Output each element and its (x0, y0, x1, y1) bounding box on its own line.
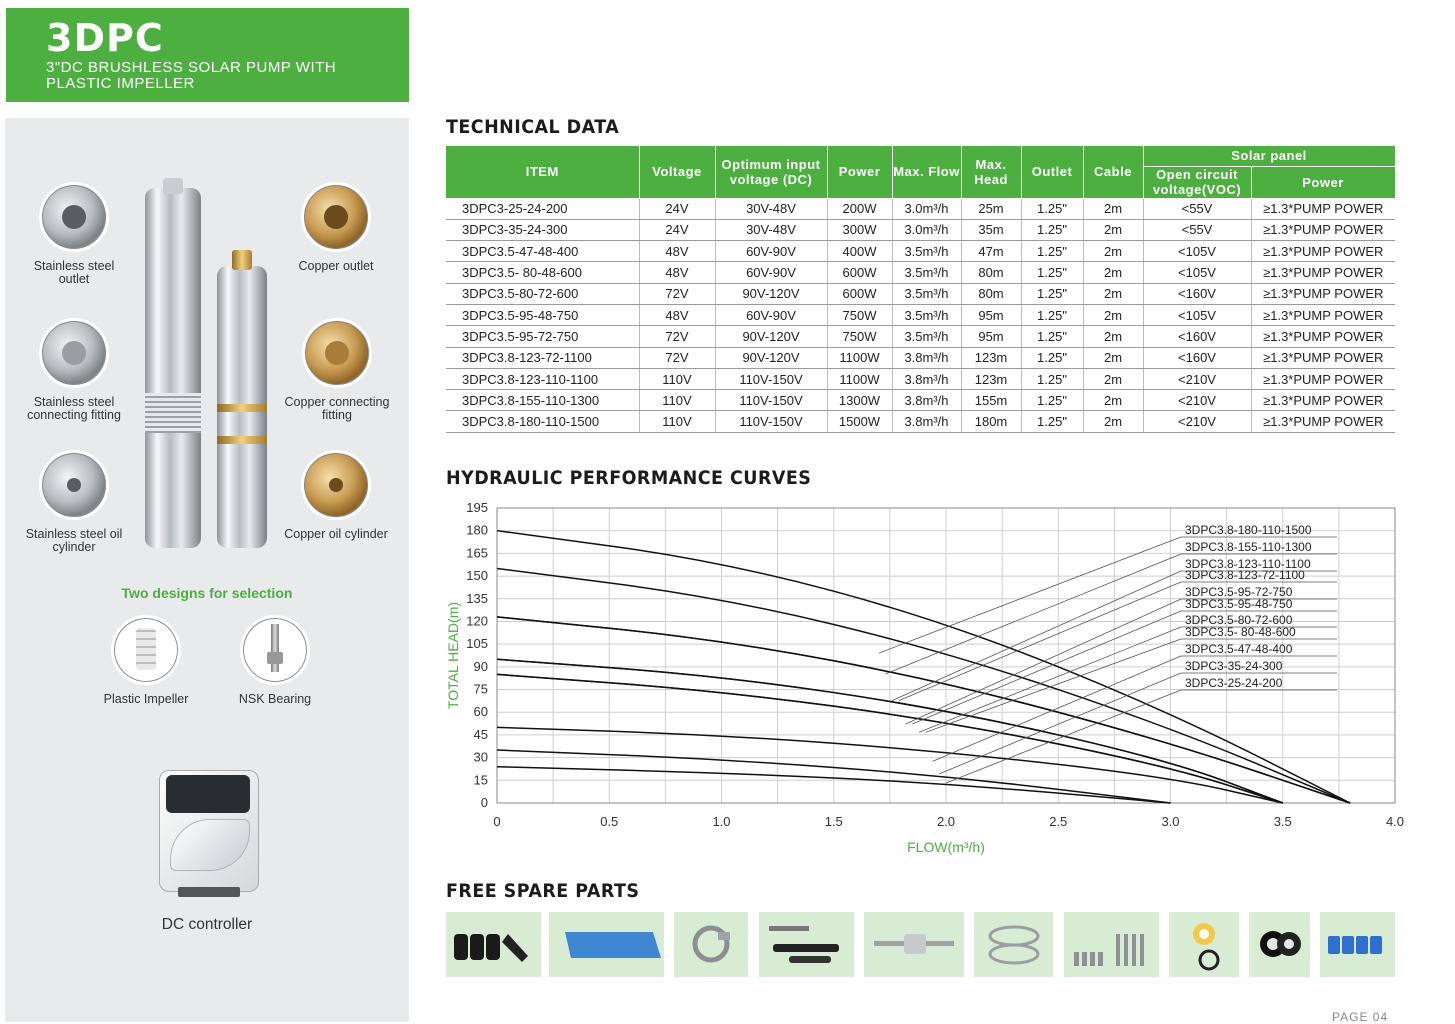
table-cell: 48V (639, 241, 715, 262)
technical-table-body (446, 198, 1395, 432)
table-cell: ≥1.3*PUMP POWER (1251, 198, 1395, 219)
table-cell: <160V (1143, 283, 1251, 304)
table-cell: 24V (639, 219, 715, 240)
table-cell: 1.25" (1021, 219, 1083, 240)
table-cell: 3DPC3.5-47-48-400 (446, 241, 639, 262)
table-cell: 1100W (827, 368, 892, 389)
table-cell: 123m (961, 368, 1021, 389)
table-cell: 750W (827, 326, 892, 347)
designs-note: Two designs for selection (121, 585, 293, 601)
spare-screws (1064, 912, 1159, 977)
spare-shaft-coupling (864, 912, 964, 977)
y-tick-label: 75 (473, 681, 488, 697)
copper-outlet-image (301, 182, 371, 252)
x-tick-label: 2.0 (936, 814, 956, 829)
table-cell: ≥1.3*PUMP POWER (1251, 241, 1395, 262)
table-cell: 3.0m³/h (892, 198, 961, 219)
x-tick-label: 2.5 (1049, 814, 1068, 829)
col-max-head: Max. Head (961, 146, 1021, 198)
x-tick-label: 0.5 (600, 814, 619, 829)
col-outlet: Outlet (1021, 146, 1083, 198)
dc-controller-label: DC controller (161, 916, 253, 933)
legend-label: 3DPC3.5-47-48-400 (1185, 642, 1293, 656)
table-cell: 3DPC3.8-155-110-1300 (446, 390, 639, 411)
table-row (446, 283, 1395, 304)
legend-leader (892, 571, 1181, 701)
part-steel-fitting: Stainless steel connecting fitting (19, 318, 129, 422)
col-voc: Open circuit voltage(VOC) (1143, 166, 1251, 198)
y-tick-label: 195 (466, 500, 488, 515)
y-tick-label: 150 (466, 568, 488, 584)
spare-heading: FREE SPARE PARTS (446, 880, 640, 902)
table-cell: 47m (961, 241, 1021, 262)
table-cell: 110V (639, 411, 715, 432)
part-steel-cylinder: Stainless steel oil cylinder (19, 450, 129, 554)
table-cell: 3.8m³/h (892, 411, 961, 432)
table-cell: ≥1.3*PUMP POWER (1251, 411, 1395, 432)
table-row (446, 390, 1395, 411)
table-cell: 3DPC3.8-180-110-1500 (446, 411, 639, 432)
table-cell: 2m (1083, 390, 1143, 411)
table-cell: 2m (1083, 326, 1143, 347)
dc-controller-image (159, 770, 259, 892)
product-code: 3DPC (46, 16, 164, 60)
legend-leader (919, 627, 1181, 732)
spare-rubber-parts (446, 912, 541, 977)
spare-cable-tools (759, 912, 854, 977)
table-cell: 1.25" (1021, 304, 1083, 325)
table-row (446, 304, 1395, 325)
table-cell: 90V-120V (715, 283, 827, 304)
col-max-flow: Max. Flow (892, 146, 961, 198)
y-tick-label: 15 (473, 772, 488, 788)
table-cell: ≥1.3*PUMP POWER (1251, 283, 1395, 304)
table-cell: 2m (1083, 283, 1143, 304)
table-cell: 72V (639, 283, 715, 304)
col-power: Power (827, 146, 892, 198)
table-cell: 2m (1083, 304, 1143, 325)
table-cell: 72V (639, 326, 715, 347)
pump-copper-image (217, 266, 267, 548)
spare-connectors (1320, 912, 1395, 977)
table-cell: 3DPC3.5-80-72-600 (446, 283, 639, 304)
table-cell: 1.25" (1021, 241, 1083, 262)
spare-wire-ropes (974, 912, 1053, 977)
table-cell: 48V (639, 304, 715, 325)
table-cell: <55V (1143, 219, 1251, 240)
table-row (446, 411, 1395, 432)
y-axis-label: TOTAL HEAD(m) (445, 601, 461, 710)
spare-tape-oring (1169, 912, 1239, 977)
table-cell: 2m (1083, 219, 1143, 240)
part-steel-outlet: Stainless steel outlet (19, 182, 129, 286)
table-cell: 1.25" (1021, 198, 1083, 219)
table-cell: ≥1.3*PUMP POWER (1251, 368, 1395, 389)
table-cell: 25m (961, 198, 1021, 219)
table-cell: 600W (827, 262, 892, 283)
table-cell: 3.8m³/h (892, 347, 961, 368)
table-cell: 3.5m³/h (892, 283, 961, 304)
table-cell: 1.25" (1021, 368, 1083, 389)
col-item: ITEM (446, 146, 639, 198)
table-cell: 3DPC3.5- 80-48-600 (446, 262, 639, 283)
table-cell: 1.25" (1021, 283, 1083, 304)
legend-leader (879, 537, 1181, 653)
table-cell: 200W (827, 198, 892, 219)
legend-leader (939, 673, 1181, 774)
table-cell: 110V-150V (715, 411, 827, 432)
legend-leader (933, 656, 1181, 761)
table-cell: 3DPC3.8-123-110-1100 (446, 368, 639, 389)
pump-steel-image (145, 188, 201, 548)
table-cell: ≥1.3*PUMP POWER (1251, 390, 1395, 411)
page-number: PAGE 04 (1332, 1010, 1389, 1024)
x-tick-label: 0 (493, 814, 501, 829)
table-cell: 1300W (827, 390, 892, 411)
table-cell: 1.25" (1021, 411, 1083, 432)
legend-label: 3DPC3.8-155-110-1300 (1185, 540, 1312, 554)
table-cell: 72V (639, 347, 715, 368)
copper-fitting-image (302, 318, 372, 388)
table-cell: <105V (1143, 262, 1251, 283)
steel-cylinder-image (39, 450, 109, 520)
steel-fitting-image (39, 318, 109, 388)
table-cell: 110V-150V (715, 390, 827, 411)
table-cell: 3.5m³/h (892, 326, 961, 347)
table-cell: ≥1.3*PUMP POWER (1251, 219, 1395, 240)
table-cell: 90V-120V (715, 347, 827, 368)
part-copper-cylinder: Copper oil cylinder (281, 450, 391, 541)
table-row (446, 219, 1395, 240)
y-tick-label: 135 (466, 590, 488, 606)
legend-label: 3DPC3.5-95-72-750 (1185, 585, 1293, 599)
design-plastic-impeller: Plastic Impeller (95, 615, 197, 706)
table-cell: 2m (1083, 411, 1143, 432)
table-cell: 2m (1083, 347, 1143, 368)
legend-leader (926, 639, 1181, 732)
table-cell: 3DPC3.5-95-72-750 (446, 326, 639, 347)
table-cell: 30V-48V (715, 219, 827, 240)
table-cell: 123m (961, 347, 1021, 368)
col-panel-power: Power (1251, 166, 1395, 198)
table-cell: 750W (827, 304, 892, 325)
table-cell: 3DPC3.5-95-48-750 (446, 304, 639, 325)
product-subtitle: 3"DC BRUSHLESS SOLAR PUMP WITH PLASTIC IMPELLER (46, 59, 337, 92)
table-cell: 3.8m³/h (892, 390, 961, 411)
impeller-image (111, 615, 181, 685)
legend-label: 3DPC3.5-80-72-600 (1185, 613, 1293, 627)
table-cell: <160V (1143, 326, 1251, 347)
table-cell: 2m (1083, 198, 1143, 219)
table-cell: 180m (961, 411, 1021, 432)
y-tick-label: 120 (466, 613, 488, 629)
table-cell: 95m (961, 326, 1021, 347)
table-cell: 1.25" (1021, 326, 1083, 347)
table-cell: 3DPC3-25-24-200 (446, 198, 639, 219)
table-row (446, 198, 1395, 219)
y-tick-label: 60 (473, 704, 488, 720)
x-tick-label: 4.0 (1385, 814, 1405, 829)
table-cell: 1500W (827, 411, 892, 432)
table-cell: 3.0m³/h (892, 219, 961, 240)
table-cell: 110V (639, 390, 715, 411)
table-cell: 3DPC3.8-123-72-1100 (446, 347, 639, 368)
legend-label: 3DPC3.8-180-110-1500 (1185, 523, 1312, 537)
technical-table (446, 146, 1396, 433)
legend-label: 3DPC3.5- 80-48-600 (1185, 625, 1296, 639)
table-cell: 110V-150V (715, 368, 827, 389)
product-panel (5, 118, 409, 1022)
brand-banner (6, 8, 409, 102)
table-cell: 300W (827, 219, 892, 240)
x-tick-label: 1.0 (712, 814, 731, 829)
table-cell: 2m (1083, 368, 1143, 389)
spare-blue-sleeve (549, 912, 664, 977)
table-cell: 1.25" (1021, 347, 1083, 368)
part-copper-fitting: Copper connecting fitting (281, 318, 393, 422)
col-voltage: Voltage (639, 146, 715, 198)
table-cell: 400W (827, 241, 892, 262)
table-cell: 80m (961, 262, 1021, 283)
table-cell: 600W (827, 283, 892, 304)
table-row (446, 368, 1395, 389)
table-cell: 3.8m³/h (892, 368, 961, 389)
table-cell: 1.25" (1021, 390, 1083, 411)
legend-label: 3DPC3-25-24-200 (1185, 676, 1283, 690)
performance-chart (440, 498, 1420, 860)
part-copper-outlet: Copper outlet (281, 182, 391, 273)
table-cell: 3.5m³/h (892, 241, 961, 262)
legend-label: 3DPC3-35-24-300 (1185, 659, 1283, 673)
table-cell: <210V (1143, 390, 1251, 411)
y-tick-label: 0 (480, 795, 488, 810)
legend-leader (885, 554, 1181, 674)
table-cell: 3DPC3-35-24-300 (446, 219, 639, 240)
table-cell: 60V-90V (715, 304, 827, 325)
legend-label: 3DPC3.8-123-72-1100 (1185, 568, 1305, 582)
x-axis-label: FLOW(m³/h) (907, 839, 985, 855)
y-tick-label: 90 (473, 658, 488, 674)
x-tick-label: 1.5 (824, 814, 843, 829)
table-cell: ≥1.3*PUMP POWER (1251, 304, 1395, 325)
copper-cylinder-image (301, 450, 371, 520)
table-cell: 3.5m³/h (892, 262, 961, 283)
bearing-image (240, 615, 310, 685)
table-row (446, 326, 1395, 347)
table-cell: ≥1.3*PUMP POWER (1251, 326, 1395, 347)
table-cell: 30V-48V (715, 198, 827, 219)
table-cell: 1.25" (1021, 262, 1083, 283)
col-optimum-voltage: Optimum input voltage (DC) (715, 146, 827, 198)
table-cell: 90V-120V (715, 326, 827, 347)
table-cell: ≥1.3*PUMP POWER (1251, 347, 1395, 368)
table-cell: 2m (1083, 262, 1143, 283)
table-cell: 155m (961, 390, 1021, 411)
legend-label: 3DPC3.8-123-110-1100 (1185, 557, 1311, 571)
table-cell: ≥1.3*PUMP POWER (1251, 262, 1395, 283)
legend-leader (906, 599, 1181, 724)
y-tick-label: 105 (466, 636, 488, 652)
col-solar-panel: Solar panel (1143, 146, 1395, 166)
y-tick-label: 45 (473, 726, 488, 742)
table-row (446, 241, 1395, 262)
table-cell: 110V (639, 368, 715, 389)
table-cell: 60V-90V (715, 241, 827, 262)
table-cell: <210V (1143, 411, 1251, 432)
table-cell: 1100W (827, 347, 892, 368)
table-cell: 80m (961, 283, 1021, 304)
design-nsk-bearing: NSK Bearing (223, 615, 327, 706)
table-cell: 3.5m³/h (892, 304, 961, 325)
table-cell: <160V (1143, 347, 1251, 368)
table-cell: <210V (1143, 368, 1251, 389)
chart-title: HYDRAULIC PERFORMANCE CURVES (446, 467, 812, 489)
x-tick-label: 3.0 (1161, 814, 1180, 829)
table-cell: <105V (1143, 241, 1251, 262)
steel-outlet-image (39, 182, 109, 252)
table-cell: <55V (1143, 198, 1251, 219)
y-tick-label: 30 (473, 749, 488, 765)
table-cell: 48V (639, 262, 715, 283)
spare-insulation-tape (1249, 912, 1310, 977)
table-cell: 24V (639, 198, 715, 219)
table-row (446, 262, 1395, 283)
table-row (446, 347, 1395, 368)
table-cell: 35m (961, 219, 1021, 240)
technical-heading: TECHNICAL DATA (446, 116, 620, 138)
table-cell: 2m (1083, 241, 1143, 262)
spare-hose-clamp (674, 912, 748, 977)
y-tick-label: 165 (466, 545, 488, 561)
legend-label: 3DPC3.5-95-48-750 (1185, 597, 1293, 611)
table-cell: 95m (961, 304, 1021, 325)
table-cell: <105V (1143, 304, 1251, 325)
col-cable: Cable (1083, 146, 1143, 198)
y-tick-label: 180 (466, 522, 488, 538)
x-tick-label: 3.5 (1273, 814, 1292, 829)
table-cell: 60V-90V (715, 262, 827, 283)
